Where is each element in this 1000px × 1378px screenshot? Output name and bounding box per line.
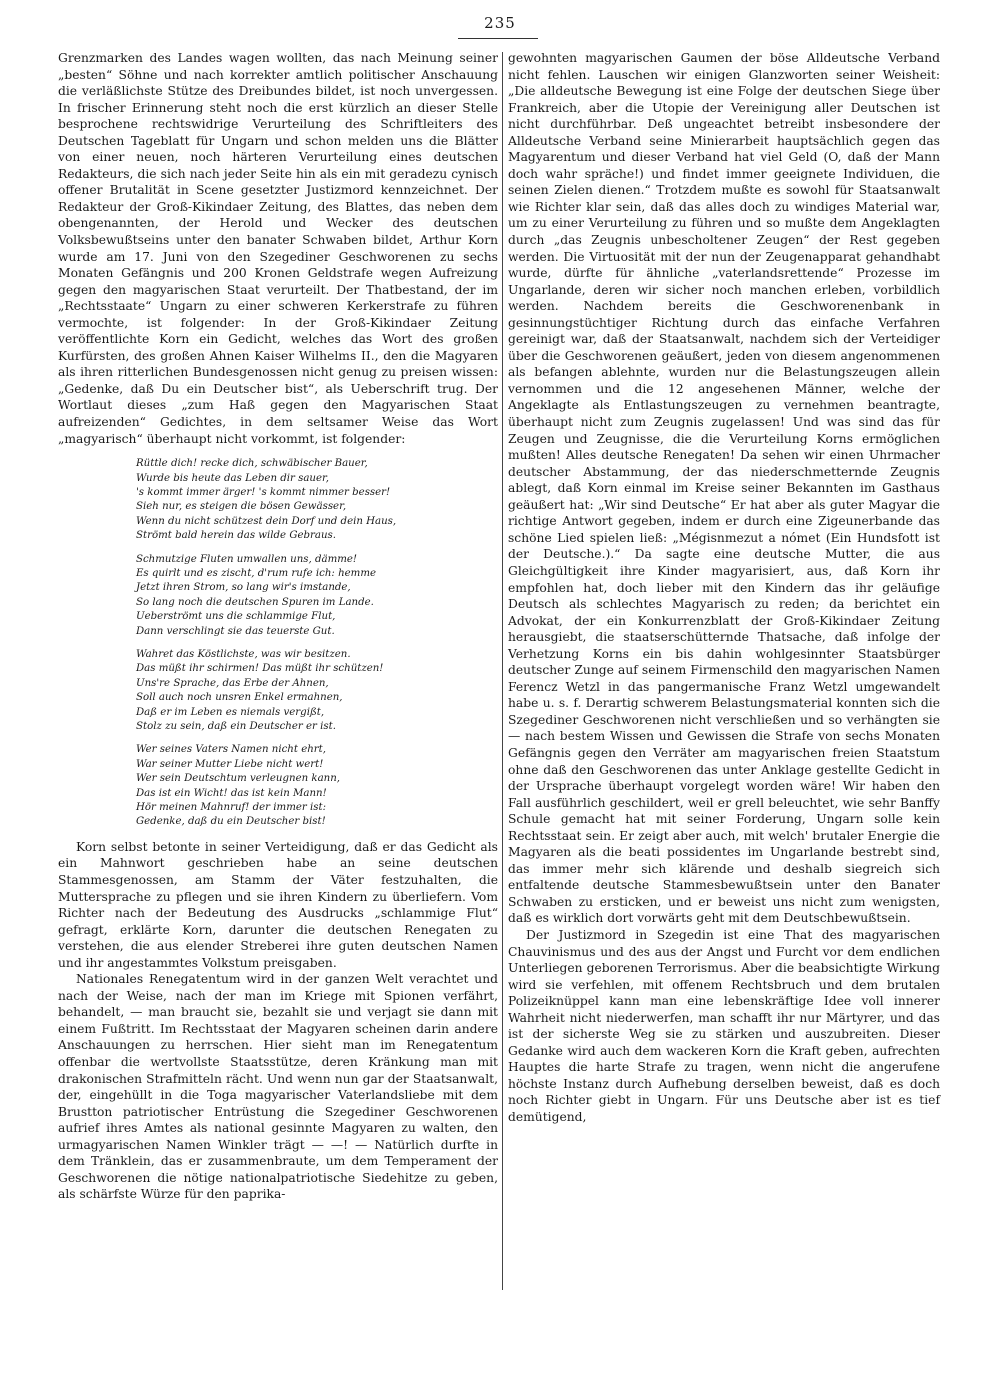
column-divider <box>502 52 503 1290</box>
left-column <box>58 50 498 1203</box>
poem-line: 's kommt immer ärger! 's kommt nimmer besser! <box>136 486 391 498</box>
left-paragraph-2: Korn selbst betonte in seiner Verteidigung, daß er das Gedicht als ein Mahnwort geschrieben habe an seine deutschen Stammesgenossen, am Stamm der Väter festzuhalten, die Muttersprache zu pflegen und sie ihren Kindern zu überliefern. Vom Richter nach der Bedeutung des Ausdrucks „schlammige Flut“ gefragt, erklärte Korn, darunter die deutschen Renegaten zu verstehen, die aus elender Streberei ihre guten deutschen Namen und ihr angestammtes Volkstum preisgaben. <box>58 839 498 970</box>
poem-line: War seiner Mutter Liebe nicht wert! <box>136 758 324 770</box>
poem-line: Strömt bald herein das wilde Gebraus. <box>136 530 336 542</box>
right-column <box>508 50 940 1126</box>
left-paragraph-3: Nationales Renegatentum wird in der ganzen Welt verachtet und nach der Weise, nach der man im Kriege mit Spionen verfährt, behandelt, — man braucht sie, bezahlt sie und verjagt sie dann mit einem Fußtritt. Im Rechtsstaat der Magyaren scheinen darin andere Anschauungen zu herrschen. Hier sieht man im Renegatentum offenbar die wertvollste Staatsstütze, deren Kränkung man mit drakonischen Strafmitteln rächt. Und wenn nun gar der Staatsanwalt, der, eingehüllt in die Toga magyarischer Vaterlandsliebe mit dem Brustton patriotischer Entrüstung die Szegediner Geschworenen aufrief ihres Amtes als national gesinnte Magyaren zu walten, den urmagyarischen Namen Winkler trägt — —! — Natürlich durfte in dem Tränklein, das er zusammenbraute, um dem Temperament der Geschworenen die nötige nationalpatriotische Siedehitze zu geben, als schärfste Würze für den paprika- <box>58 972 498 1202</box>
poem-line: Wahret das Köstlichste, was wir besitzen. <box>136 649 351 660</box>
poem-line: Uns're Sprache, das Erbe der Ahnen, <box>136 677 329 689</box>
poem-stanza <box>136 648 498 734</box>
poem-stanza <box>136 457 498 543</box>
left-paragraph-1: Grenzmarken des Landes wagen wollten, das nach Meinung seiner „besten“ Söhne und nach korrekter amtlich politischer Anschauung die verläßlichste Stütze des Dreibundes bildet, ist noch unvergessen. In frischer Erinnerung steht noch die erst kürzlich an dieser Stelle besprochene rechtswidrige Verurteilung des Schriftleiters des Deutschen Tageblatt für Ungarn und schon melden uns die Blätter von einer neuen, noch härteren Verurteilung eines deutschen Redakteurs, die sich nach jeder Seite hin als ein mit geradezu cynisch offener Brutalität in Scene gesetzter Justizmord kennzeichnet. Der Redakteur der Groß-Kikindaer Zeitung, des Blattes, das neben dem obengenannten, der Herold und Wecker des deutschen Volksbewußtseins unter den banater Schwaben bildet, Arthur Korn wurde am 17. Juni von den Szegediner Geschworenen zu sechs Monaten Gefängnis und 200 Kronen Geldstrafe wegen Aufreizung gegen den magyarischen Staat verurteilt. Der Thatbestand, der im „Rechtsstaate“ Ungarn zu einer schweren Kerkerstrafe zu führen vermochte, ist folgender: In der Groß-Kikindaer Zeitung veröffentlichte Korn ein Gedicht, welches das Wort des großen Kurfürsten, des großen Ahnen Kaiser Wilhelms II., den die Magyaren als ihren ritterlichen Bundesgenossen nicht genug zu preisen wissen: „Gedenke, daß Du ein Deutscher bist“, als Ueberschrift trug. Der Wortlaut dieses „zum Haß gegen den Magyarischen Staat aufreizenden“ Gedichtes, in dem seltsamer Weise das Wort „magyarisch“ überhaupt nicht vorkommt, ist folgender: <box>58 51 498 446</box>
poem-line: Wurde bis heute das Leben dir sauer, <box>136 472 330 484</box>
poem-line: Wenn du nicht schützest dein Dorf und dein Haus, <box>136 515 397 527</box>
right-paragraph-2: Der Justizmord in Szegedin ist eine That des magyarischen Chauvinismus und des aus der Angst und Furcht vor dem endlichen Unterliegen geborenen Terrorismus. Aber die beabsichtigte Wirkung wird sie verfehlen, mit offenem Rechtsbruch und dem brutalen Polizeiknüppel kann man eine lebenskräftige Idee voll innerer Wahrheit nicht niederwerfen, man schafft ihr nur Märtyrer, und das ist der sicherste Weg sie zu stärken und auszubreiten. Dieser Gedanke wird auch dem wackeren Korn die Kraft geben, aufrechten Hauptes die harte Strafe zu tragen, wenn nicht die angerufene höchste Instanz durch Aufhebung derselben beweist, daß es doch noch Richter giebt in Ungarn. Für uns Deutsche aber ist es tief demütigend, <box>508 927 940 1124</box>
right-paragraph-1: gewohnten magyarischen Gaumen der böse Alldeutsche Verband nicht fehlen. Lauschen wir einigen Glanzworten seiner Weisheit: „Die alldeutsche Bewegung ist eine Folge der deutschen Siege über Frankreich, aber die Utopie der Vereinigung aller Deutschen ist nicht durchführbar. Deß ungeachtet betreibt insbesondere der Alldeutsche Verband seine Minierarbeit hauptsächlich gegen das Magyarentum und dieser Verband hat viel Geld (O, daß der Mann doch wahr spräche!) und findet immer geeignete Individuen, die seinen Zielen dienen.“ Trotzdem mußte es sowohl für Staatsanwalt wie Richter klar sein, daß das alles doch zu windiges Material war, um zu einer Verurteilung zu führen und so mußte dem Angeklagten durch „das Zeugnis unbescholtener Zeugen“ der Rest gegeben werden. Die Virtuosität mit der nun der Zeugenapparat gehandhabt wurde, dürfte für ähnliche „vaterlandsrettende“ Prozesse im Ungarlande, deren wir sicher noch manchen erleben, vorbildlich werden. Nachdem bereits die Geschworenenbank in gesinnungstüchtiger Richtung durch das einfache Verfahren gereinigt war, daß der Staatsanwalt, nachdem sich der Verteidiger über die Geschworenen geäußert, jeden von diesem angenommenen als befangen ablehnte, wurden nur die Belastungszeugen allein vernommen und die 12 angesehenen Männer, welche der Angeklagte als Entlastungszeugen zu vernehmen beantragte, überhaupt nicht zum Zeugnis zugelassen! Und was sind das für Zeugen und Zeugnisse, die die Verurteilung Korns ermöglichen mußten! Alles deutsche Renegaten! Da sehen wir einen Uhrmacher deutscher Abstammung, der das niederschmetternde Zeugnis ablegt, daß Korn einmal im Kreise seiner Bekannten im Gasthaus geäußert hat: „Wir sind Deutsche“ Er hat aber als guter Magyar die richtige Antwort gegeben, indem er durch eine Zigeunerbande das schöne Lied spielen ließ: „Mégisnmezut a nómet (Ein Hundsfott ist der Deutsche.).“ Da sagte eine deutsche Mutter, die aus Gleichgültigkeit ihre Kinder magyarisiert, aus, daß Korn ihr empfohlen hat, doch lieber mit den Kindern das ihr geläufige Deutsch als schlechtes Magyarisch zu reden; da berichtet ein Advokat, der ein Konkurrenzblatt der Groß-Kikindaer Zeitung herausgiebt, die staatserschütternde Thatsache, daß infolge der Verhetzung Korns ein bis dahin wohlgesinnter Staatsbürger deutscher Zunge auf seinem Firmenschild den magyarischen Namen Ferencz Wetzl in das pangermanische Franz Wetzl umgewandelt habe u. s. f. Derartig schwerem Belastungsmaterial konnten sich die Szegediner Geschworenen nicht verschließen und so verhängten sie — nach bestem Wissen und Gewissen die Strafe von sechs Monaten Gefängnis gegen den Verräter am magyarischen freien Staatstum ohne daß den Geschworenen das unter Anklage gestellte Gedicht in der Ursprache überhaupt vorgelegt worden wäre! Wir haben den Fall ausführlich geschildert, weil er grell beleuchtet, wie sehr Banffy Schule gemacht hat mit seiner Forderung, Ungarn solle kein Rechtsstaat sein. Er zeigt aber auch, mit welch' brutaler Energie die Magyaren als die beati possidentes im Ungarlande bestrebt sind, das immer mehr sich klärende und deshalb siegreich sich entfaltende deutsche Stammesbewußtsein unter den Banater Schwaben zu ersticken, und er beweist uns nicht zum wenigsten, daß es wirklich dort vorwärts geht mit dem Deutschbewußtsein. <box>508 51 940 926</box>
page-number-rule <box>458 38 538 39</box>
poem-line: Jetzt ihren Strom, so lang wir's imstande, <box>136 582 351 594</box>
poem-line: Hör meinen Mahnruf! der immer ist: <box>136 802 327 814</box>
poem-line: Stolz zu sein, daß ein Deutscher er ist. <box>136 721 336 733</box>
poem-line: Soll auch noch unsren Enkel ermahnen, <box>136 692 343 704</box>
poem-line: Sieh nur, es steigen die bösen Gewässer, <box>136 501 347 513</box>
poem-line: Es quirlt und es zischt, d'rum rufe ich: hemme <box>136 567 377 579</box>
poem <box>136 457 498 830</box>
poem-line: Das ist ein Wicht! das ist kein Mann! <box>136 787 327 799</box>
poem-line: Wer seines Vaters Namen nicht ehrt, <box>136 744 326 756</box>
poem-stanza <box>136 553 498 639</box>
poem-line: Gedenke, daß du ein Deutscher bist! <box>136 816 326 828</box>
poem-stanza <box>136 743 498 829</box>
poem-line: Das müßt ihr schirmen! Das müßt ihr schützen! <box>136 663 384 675</box>
poem-line: Dann verschlingt sie das teuerste Gut. <box>136 625 335 637</box>
poem-line: Ueberströmt uns die schlammige Flut, <box>136 611 336 623</box>
poem-line: Schmutzige Fluten umwallen uns, dämme! <box>136 553 358 565</box>
poem-line: Wer sein Deutschtum verleugnen kann, <box>136 773 341 785</box>
poem-line: So lang noch die deutschen Spuren im Lande. <box>136 596 374 608</box>
page-number: 235 <box>484 14 516 32</box>
poem-line: Daß er im Leben es niemals vergißt, <box>136 706 325 718</box>
poem-line: Rüttle dich! recke dich, schwäbischer Bauer, <box>136 458 368 470</box>
